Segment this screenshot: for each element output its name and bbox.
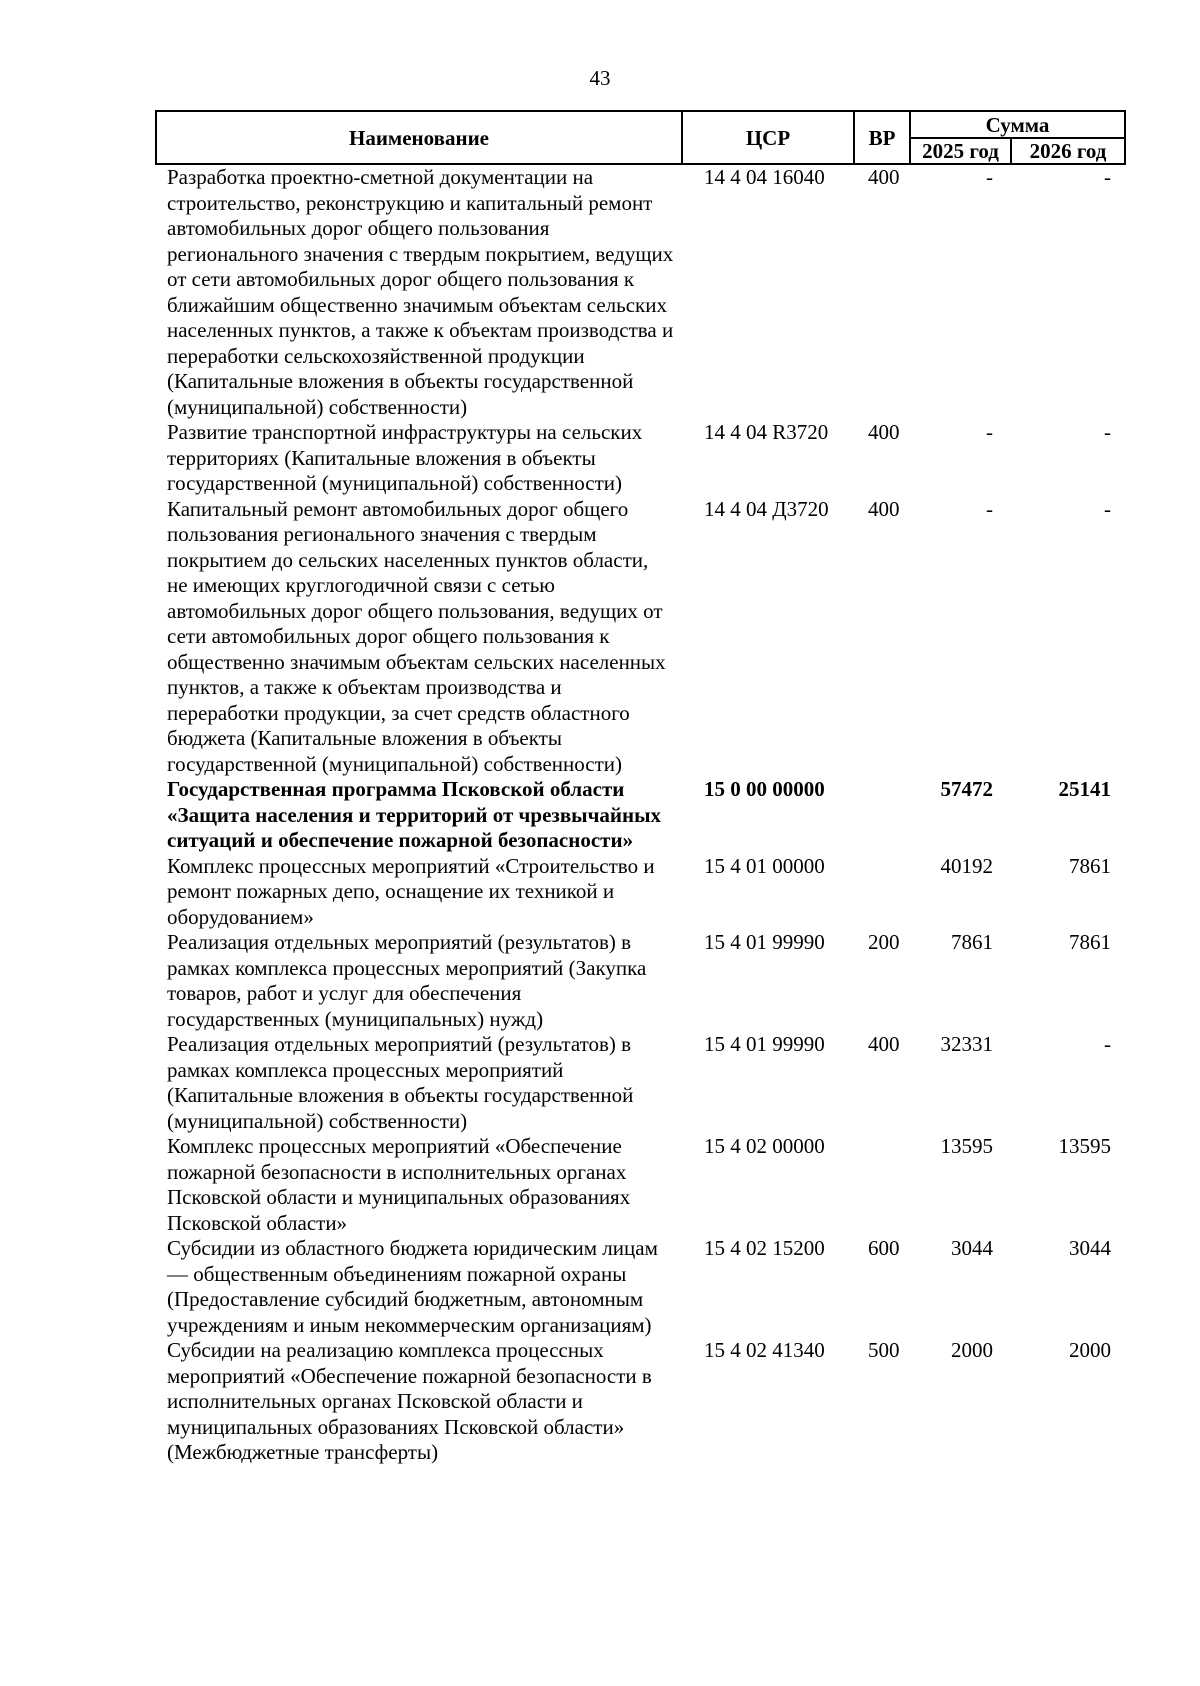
row-sum-2026: 13595 xyxy=(1058,1134,1111,1158)
row-name: Развитие транспортной инфраструктуры на сельских территориях (Капитальные вложения в объекты государственной (муниципальной) собственности) xyxy=(167,420,643,495)
table-row xyxy=(156,854,1125,931)
table-row xyxy=(156,164,1125,420)
table-row xyxy=(156,1032,1125,1134)
row-sum-2025: 57472 xyxy=(940,777,993,801)
row-csr: 14 4 04 16040 xyxy=(704,165,825,189)
row-vr: 200 xyxy=(868,930,900,954)
row-vr: 400 xyxy=(868,496,900,521)
row-name: Комплекс процессных мероприятий «Строительство и ремонт пожарных депо, оснащение их техникой и оборудованием» xyxy=(167,853,655,929)
row-sum-2026: 7861 xyxy=(1069,853,1111,878)
row-vr xyxy=(854,854,910,931)
row-sum-2026: - xyxy=(1104,1032,1111,1056)
header-sum: Сумма xyxy=(910,111,1125,138)
row-name: Реализация отдельных мероприятий (результатов) в рамках комплекса процессных мероприятий (Закупка товаров, работ и услуг для обеспечения государственных (муниципальных) нужд) xyxy=(167,930,647,1031)
row-csr: 14 4 04 R3720 xyxy=(704,420,829,444)
header-year-2026: 2026 год xyxy=(1011,138,1125,164)
row-sum-2026: 3044 xyxy=(1069,1236,1111,1260)
row-vr: 600 xyxy=(868,1236,900,1260)
row-sum-2025: - xyxy=(986,420,993,444)
row-name: Субсидии из областного бюджета юридическим лицам — общественным объединениям пожарной охраны (Предоставление субсидий бюджетным, автономным учреждениям и иным некоммерческим организациям) xyxy=(167,1236,658,1337)
row-csr: 15 4 01 99990 xyxy=(704,1032,825,1056)
row-vr: 500 xyxy=(868,1338,900,1362)
table-row xyxy=(156,1134,1125,1236)
row-csr: 15 4 01 99990 xyxy=(704,930,825,954)
row-sum-2026: - xyxy=(1104,420,1111,444)
row-name: Государственная программа Псковской области «Защита населения и территорий от чрезвычайных ситуаций и обеспечение пожарной безопасности» xyxy=(167,777,662,852)
row-csr: 15 4 02 15200 xyxy=(704,1236,825,1260)
table-row xyxy=(156,1338,1125,1466)
row-sum-2025: 13595 xyxy=(940,1134,993,1158)
row-sum-2025: 2000 xyxy=(951,1338,993,1362)
table-row xyxy=(156,777,1125,854)
row-sum-2026: 2000 xyxy=(1069,1338,1111,1362)
row-csr: 15 4 02 41340 xyxy=(704,1338,825,1362)
row-sum-2025: 3044 xyxy=(951,1236,993,1260)
header-name: Наименование xyxy=(156,111,682,164)
header-csr: ЦСР xyxy=(682,111,854,164)
row-sum-2026: 7861 xyxy=(1069,930,1111,954)
header-vr: ВР xyxy=(854,111,910,164)
table-row xyxy=(156,1236,1125,1338)
row-csr: 15 4 02 00000 xyxy=(704,1134,825,1158)
row-sum-2026: - xyxy=(1104,496,1111,521)
row-name: Разработка проектно-сметной документации на строительство, реконструкцию и капитальный ремонт автомобильных дорог общего пользования регионального значения с твердым покрытием, ведущих от сети автомобильных дорог общего пользования к ближайшим общественно значимым объектам сельских населенных пунктов, а также к объектам производства и переработки сельскохозяйственной продукции (Капитальные вложения в объекты государственной (муниципальной) собственности) xyxy=(167,165,674,419)
row-vr xyxy=(854,1134,910,1236)
row-vr: 400 xyxy=(868,420,900,444)
row-sum-2026: 25141 xyxy=(1058,777,1111,801)
row-name: Субсидии на реализацию комплекса процессных мероприятий «Обеспечение пожарной безопасности в исполнительных органах Псковской области и муниципальных образованиях Псковской области» (Межбюджетные трансферты) xyxy=(167,1338,652,1464)
page-number: 43 xyxy=(589,66,611,90)
table-row xyxy=(156,930,1125,1032)
budget-table xyxy=(155,110,1126,1466)
row-sum-2025: 7861 xyxy=(951,930,993,954)
table-header xyxy=(156,111,1125,164)
row-vr: 400 xyxy=(868,1032,900,1056)
row-vr xyxy=(854,777,910,854)
row-vr: 400 xyxy=(868,165,900,189)
row-sum-2026: - xyxy=(1104,165,1111,189)
table-row xyxy=(156,497,1125,778)
row-sum-2025: 40192 xyxy=(940,853,993,878)
row-csr: 15 4 01 00000 xyxy=(704,853,825,878)
row-name: Капитальный ремонт автомобильных дорог общего пользования регионального значения с твердым покрытием до сельских населенных пунктов области, не имеющих круглогодичной связи с сетью автомобильных дорог общего пользования, ведущих от сети автомобильных дорог общего пользования к общественно значимым объектам сельских населенных пунктов, а также к объектам производства и переработки продукции, за счет средств областного бюджета (Капитальные вложения в объекты государственной (муниципальной) собственности) xyxy=(167,496,666,776)
row-sum-2025: - xyxy=(986,496,993,521)
row-sum-2025: 32331 xyxy=(940,1032,993,1056)
row-csr: 14 4 04 Д3720 xyxy=(704,496,829,521)
table-body xyxy=(156,164,1125,1466)
row-name: Комплекс процессных мероприятий «Обеспечение пожарной безопасности в исполнительных органах Псковской области и муниципальных образованиях Псковской области» xyxy=(167,1134,631,1235)
row-sum-2025: - xyxy=(986,165,993,189)
row-name: Реализация отдельных мероприятий (результатов) в рамках комплекса процессных мероприятий (Капитальные вложения в объекты государственной (муниципальной) собственности) xyxy=(167,1032,634,1133)
row-csr: 15 0 00 00000 xyxy=(704,777,825,801)
table-row xyxy=(156,420,1125,497)
header-year-2025: 2025 год xyxy=(910,138,1011,164)
